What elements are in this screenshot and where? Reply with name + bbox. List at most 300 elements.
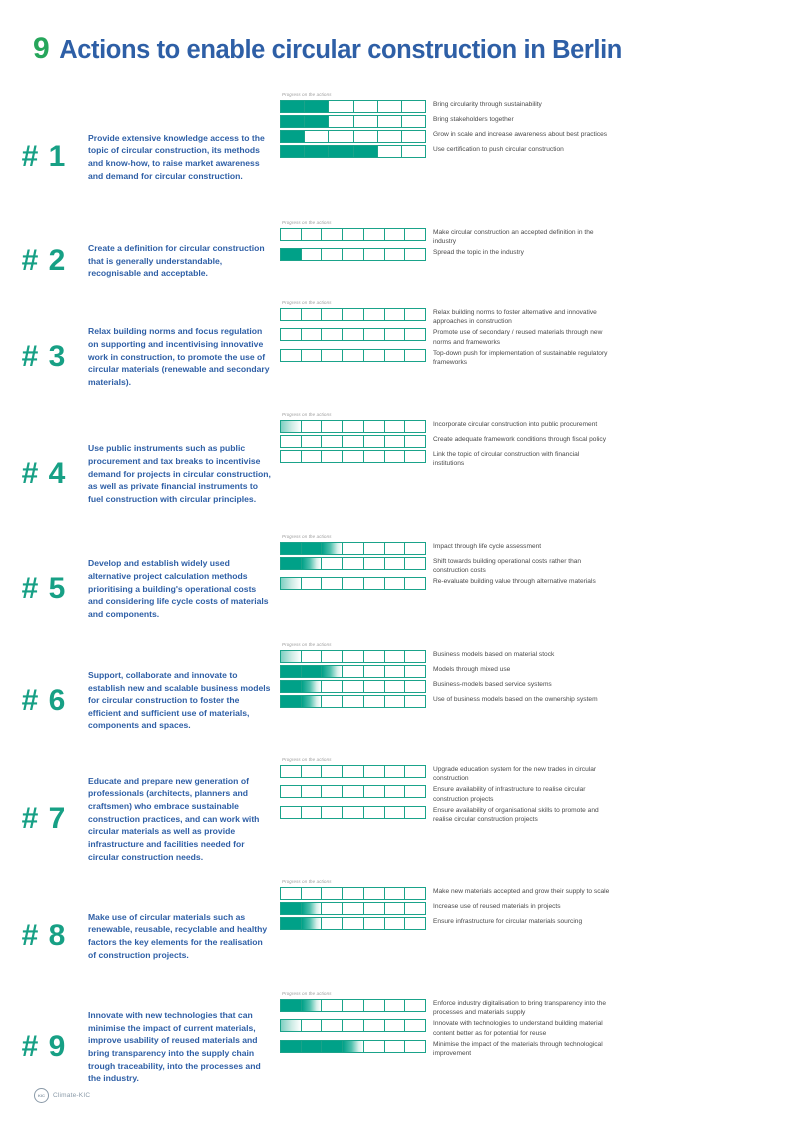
progress-segment — [364, 578, 385, 589]
progress-segment — [378, 146, 402, 157]
progress-segment — [343, 1020, 364, 1031]
action-section — [0, 412, 794, 534]
progress-segment — [402, 131, 425, 142]
progress-segment — [405, 918, 425, 929]
progress-segment — [302, 888, 323, 899]
progress-segment — [364, 329, 385, 340]
action-label: Top-down push for implementation of sustainable regulatory frameworks — [433, 349, 608, 367]
progress-bar — [280, 308, 426, 321]
progress-segment — [364, 436, 385, 447]
progress-segment — [281, 903, 302, 914]
progress-segment — [385, 249, 406, 260]
progress-segment — [405, 651, 425, 662]
progress-segment — [281, 451, 302, 462]
progress-segment — [364, 1000, 385, 1011]
action-label: Enforce industry digitalisation to bring transparency into the processes and materials supply — [433, 999, 606, 1016]
action-label: Spread the topic in the industry — [433, 249, 524, 257]
progress-segment — [405, 558, 425, 569]
progress-segment — [385, 421, 406, 432]
progress-bar — [280, 542, 426, 555]
progress-segment — [402, 146, 425, 157]
progress-segment — [405, 786, 425, 797]
action-row — [280, 248, 610, 261]
progress-segment — [343, 918, 364, 929]
progress-segment — [281, 1020, 302, 1031]
progress-segment — [343, 766, 364, 777]
progress-segment — [364, 807, 385, 818]
progress-segment — [322, 309, 343, 320]
progress-segment — [302, 558, 323, 569]
sections-list — [0, 92, 794, 1101]
progress-segment — [322, 1000, 343, 1011]
progress-segment — [405, 766, 425, 777]
action-row — [280, 115, 610, 128]
progress-bar — [280, 902, 426, 915]
progress-segment — [302, 766, 323, 777]
progress-segment — [322, 558, 343, 569]
action-row — [280, 665, 610, 678]
progress-segment — [405, 578, 425, 589]
progress-segment — [385, 918, 406, 929]
progress-segment — [322, 436, 343, 447]
progress-segment — [343, 651, 364, 662]
progress-segment — [322, 1020, 343, 1031]
action-label: Models through mixed use — [433, 665, 511, 673]
progress-segment — [329, 116, 353, 127]
section-number: # 2 — [21, 244, 67, 277]
action-row — [280, 557, 610, 576]
progress-segment — [281, 918, 302, 929]
progress-segment — [329, 146, 353, 157]
action-section — [0, 991, 794, 1101]
progress-segment — [385, 229, 406, 240]
progress-segment — [364, 543, 385, 554]
progress-segment — [378, 131, 402, 142]
progress-segment — [343, 558, 364, 569]
progress-segment — [354, 146, 378, 157]
progress-segment — [322, 681, 343, 692]
section-description: Make use of circular materials such as renewable, reusable, recyclable and healthy factors the key elements for the realisation of construction projects. — [88, 911, 268, 960]
progress-segment — [281, 329, 302, 340]
progress-segment — [322, 786, 343, 797]
progress-segment — [302, 350, 323, 361]
progress-bar — [280, 577, 426, 590]
progress-bar — [280, 999, 426, 1012]
progress-segment — [405, 249, 425, 260]
progress-segment — [385, 451, 406, 462]
action-label: Minimise the impact of the materials through technological improvement — [433, 1040, 603, 1058]
progress-segment — [343, 229, 364, 240]
progress-segment — [385, 558, 406, 569]
action-row — [280, 450, 610, 469]
progress-segment — [343, 1000, 364, 1011]
progress-segment — [343, 249, 364, 260]
progress-segment — [281, 229, 302, 240]
progress-segment — [305, 101, 329, 112]
section-description: Create a definition for circular construction that is generally understandable, recognisable and acceptable. — [88, 243, 265, 279]
progress-segment — [302, 309, 323, 320]
progress-segment — [385, 543, 406, 554]
progress-segment — [364, 651, 385, 662]
progress-segment — [364, 421, 385, 432]
progress-segment — [281, 578, 302, 589]
progress-segment — [281, 146, 305, 157]
action-row — [280, 308, 610, 327]
progress-segment — [364, 696, 385, 707]
progress-segment — [343, 696, 364, 707]
progress-segment — [302, 578, 323, 589]
progress-caption: Progress on the actions — [282, 991, 332, 996]
progress-segment — [302, 696, 323, 707]
progress-segment — [385, 766, 406, 777]
progress-block — [280, 879, 610, 932]
progress-bar — [280, 765, 426, 778]
progress-segment — [385, 888, 406, 899]
progress-bar — [280, 349, 426, 362]
progress-segment — [281, 350, 302, 361]
progress-segment — [305, 131, 329, 142]
progress-segment — [405, 421, 425, 432]
progress-segment — [343, 421, 364, 432]
progress-segment — [281, 766, 302, 777]
title-text: Actions to enable circular construction in Berlin — [59, 36, 622, 64]
progress-segment — [405, 436, 425, 447]
progress-bar — [280, 228, 426, 241]
progress-segment — [364, 681, 385, 692]
action-row — [280, 785, 610, 804]
progress-segment — [302, 229, 323, 240]
section-number: # 4 — [21, 457, 67, 490]
progress-segment — [302, 249, 323, 260]
progress-segment — [322, 888, 343, 899]
progress-segment — [364, 350, 385, 361]
progress-segment — [281, 696, 302, 707]
progress-segment — [378, 116, 402, 127]
progress-caption: Progress on the actions — [282, 534, 332, 539]
progress-segment — [322, 918, 343, 929]
progress-segment — [302, 421, 323, 432]
progress-segment — [343, 888, 364, 899]
action-section — [0, 92, 794, 220]
action-label: Ensure availability of organisational skills to promote and realise circular construction projects — [433, 806, 599, 824]
progress-segment — [302, 1020, 323, 1031]
progress-block — [280, 412, 610, 470]
progress-segment — [385, 1041, 406, 1052]
action-row — [280, 650, 610, 663]
progress-bar — [280, 557, 426, 570]
progress-segment — [302, 543, 323, 554]
action-row — [280, 1040, 610, 1059]
progress-segment — [322, 766, 343, 777]
progress-segment — [364, 229, 385, 240]
progress-block — [280, 757, 610, 827]
progress-bar — [280, 130, 426, 143]
action-row — [280, 542, 610, 555]
progress-segment — [281, 888, 302, 899]
progress-bar — [280, 806, 426, 819]
progress-segment — [343, 350, 364, 361]
action-label: Use certification to push circular construction — [433, 145, 564, 153]
progress-segment — [405, 309, 425, 320]
climate-kic-icon: KIC — [34, 1088, 49, 1103]
progress-segment — [364, 666, 385, 677]
progress-segment — [343, 1041, 364, 1052]
section-description: Support, collaborate and innovate to establish new and scalable business models for circular construction to foster the efficient and sufficient use of materials, components and spaces. — [88, 669, 271, 731]
action-row — [280, 887, 610, 900]
progress-bar — [280, 420, 426, 433]
progress-segment — [385, 1000, 406, 1011]
action-row — [280, 349, 610, 368]
progress-segment — [343, 543, 364, 554]
progress-segment — [281, 131, 305, 142]
progress-segment — [405, 1000, 425, 1011]
action-row — [280, 917, 610, 930]
progress-segment — [405, 543, 425, 554]
action-label: Business-models based service systems — [433, 680, 552, 688]
progress-bar — [280, 680, 426, 693]
action-section — [0, 757, 794, 879]
progress-segment — [385, 681, 406, 692]
progress-segment — [385, 903, 406, 914]
progress-segment — [385, 651, 406, 662]
action-row — [280, 999, 610, 1018]
progress-segment — [364, 888, 385, 899]
progress-block — [280, 534, 610, 592]
progress-bar — [280, 248, 426, 261]
progress-segment — [385, 578, 406, 589]
progress-caption: Progress on the actions — [282, 300, 332, 305]
progress-caption: Progress on the actions — [282, 642, 332, 647]
action-label: Innovate with technologies to understand building material content better as for potential for reuse — [433, 1020, 603, 1037]
action-label: Increase use of reused materials in projects — [433, 902, 561, 910]
progress-bar — [280, 1019, 426, 1032]
action-label: Promote use of secondary / reused materials through new norms and frameworks — [433, 329, 603, 346]
section-description: Relax building norms and focus regulation on supporting and incentivising innovative work in construction, to promote the use of circular materials (renewable and secondary materials). — [88, 326, 270, 387]
action-label: Incorporate circular construction into public procurement — [433, 420, 598, 428]
action-label: Use of business models based on the ownership system — [433, 695, 598, 703]
progress-segment — [343, 309, 364, 320]
progress-segment — [322, 651, 343, 662]
progress-segment — [385, 666, 406, 677]
progress-segment — [405, 329, 425, 340]
progress-segment — [343, 436, 364, 447]
progress-caption: Progress on the actions — [282, 879, 332, 884]
action-row — [280, 228, 610, 247]
progress-segment — [302, 807, 323, 818]
progress-segment — [364, 558, 385, 569]
progress-segment — [402, 116, 425, 127]
progress-segment — [322, 229, 343, 240]
progress-segment — [281, 543, 302, 554]
title-number: 9 — [33, 32, 50, 65]
progress-bar — [280, 115, 426, 128]
action-label: Make new materials accepted and grow their supply to scale — [433, 887, 610, 895]
action-label: Bring circularity through sustainability — [433, 100, 542, 108]
progress-block — [280, 300, 610, 370]
progress-segment — [402, 101, 425, 112]
progress-segment — [343, 807, 364, 818]
progress-segment — [364, 903, 385, 914]
progress-segment — [302, 1000, 323, 1011]
progress-segment — [281, 116, 305, 127]
progress-segment — [302, 451, 323, 462]
progress-block — [280, 92, 610, 160]
progress-segment — [302, 1041, 323, 1052]
progress-segment — [385, 696, 406, 707]
progress-segment — [385, 350, 406, 361]
progress-segment — [322, 1041, 343, 1052]
progress-segment — [322, 578, 343, 589]
progress-segment — [385, 436, 406, 447]
progress-segment — [364, 918, 385, 929]
action-row — [280, 145, 610, 158]
progress-caption: Progress on the actions — [282, 412, 332, 417]
progress-segment — [322, 451, 343, 462]
progress-segment — [385, 329, 406, 340]
page-title — [33, 32, 753, 66]
progress-segment — [364, 309, 385, 320]
action-label: Ensure availability of infrastructure to realise circular construction projects — [433, 786, 586, 803]
progress-segment — [405, 696, 425, 707]
progress-segment — [281, 558, 302, 569]
section-number: # 9 — [21, 1030, 67, 1063]
progress-segment — [281, 249, 302, 260]
progress-segment — [322, 903, 343, 914]
progress-segment — [281, 651, 302, 662]
progress-caption: Progress on the actions — [282, 92, 332, 97]
action-label: Upgrade education system for the new trades in circular construction — [433, 765, 597, 782]
section-description: Provide extensive knowledge access to the topic of circular construction, its methods and know-how, to raise market awareness and demand for circular construction. — [88, 132, 265, 181]
progress-bar — [280, 1040, 426, 1053]
progress-bar — [280, 450, 426, 463]
action-label: Create adequate framework conditions through fiscal policy — [433, 435, 606, 443]
action-row — [280, 806, 610, 825]
progress-segment — [364, 1041, 385, 1052]
progress-bar — [280, 665, 426, 678]
progress-segment — [281, 1041, 302, 1052]
progress-segment — [281, 421, 302, 432]
progress-segment — [385, 309, 406, 320]
progress-segment — [343, 903, 364, 914]
progress-bar — [280, 650, 426, 663]
progress-segment — [364, 451, 385, 462]
action-label: Ensure infrastructure for circular materials sourcing — [433, 917, 583, 925]
section-number: # 8 — [21, 919, 67, 952]
progress-caption: Progress on the actions — [282, 220, 332, 225]
progress-segment — [405, 1041, 425, 1052]
progress-segment — [378, 101, 402, 112]
progress-segment — [385, 786, 406, 797]
progress-bar — [280, 435, 426, 448]
action-row — [280, 328, 610, 347]
progress-segment — [364, 249, 385, 260]
progress-segment — [354, 116, 378, 127]
action-label: Business models based on material stock — [433, 650, 555, 658]
section-description: Develop and establish widely used alternative project calculation methods prioritising a building's operational costs and considering life cycle costs of materials and components. — [88, 558, 269, 619]
progress-segment — [302, 666, 323, 677]
progress-segment — [385, 807, 406, 818]
progress-bar — [280, 887, 426, 900]
progress-segment — [364, 766, 385, 777]
action-row — [280, 420, 610, 433]
section-number: # 7 — [21, 802, 67, 835]
progress-segment — [405, 229, 425, 240]
progress-segment — [281, 101, 305, 112]
action-row — [280, 680, 610, 693]
progress-segment — [329, 131, 353, 142]
action-row — [280, 765, 610, 784]
action-row — [280, 902, 610, 915]
action-label: Relax building norms to foster alternative and innovative approaches in construction — [433, 308, 597, 325]
progress-segment — [343, 681, 364, 692]
progress-bar — [280, 785, 426, 798]
progress-segment — [302, 903, 323, 914]
progress-segment — [405, 666, 425, 677]
action-label: Link the topic of circular construction with financial institutions — [433, 450, 580, 467]
action-label: Make circular construction an accepted definition in the industry — [433, 228, 594, 245]
progress-block — [280, 642, 610, 710]
section-description: Innovate with new technologies that can minimise the impact of current materials, improve usability of reused materials and bring transparency into the supply chain trough traceability, into the processes and the industry. — [88, 1010, 261, 1084]
progress-segment — [322, 350, 343, 361]
progress-segment — [354, 101, 378, 112]
action-section — [0, 220, 794, 300]
section-number: # 5 — [21, 572, 67, 605]
progress-bar — [280, 328, 426, 341]
progress-segment — [405, 681, 425, 692]
progress-segment — [405, 807, 425, 818]
progress-segment — [322, 543, 343, 554]
action-label: Shift towards building operational costs rather than construction costs — [433, 557, 582, 574]
action-row — [280, 1019, 610, 1038]
progress-segment — [281, 1000, 302, 1011]
progress-segment — [281, 786, 302, 797]
progress-segment — [302, 436, 323, 447]
progress-segment — [405, 903, 425, 914]
progress-caption: Progress on the actions — [282, 757, 332, 762]
action-row — [280, 577, 610, 590]
progress-segment — [405, 1020, 425, 1031]
section-number: # 6 — [21, 683, 67, 717]
progress-segment — [343, 329, 364, 340]
progress-segment — [322, 807, 343, 818]
progress-segment — [302, 651, 323, 662]
progress-segment — [322, 421, 343, 432]
action-row — [280, 100, 610, 113]
progress-block — [280, 991, 610, 1061]
progress-segment — [364, 1020, 385, 1031]
progress-bar — [280, 100, 426, 113]
progress-segment — [343, 451, 364, 462]
section-description: Educate and prepare new generation of professionals (architects, planners and craftsmen) who embrace sustainable construction practices, and can work with circular materials as well as provide infrastructure and facilities needed for circular construction needs. — [88, 775, 260, 862]
progress-segment — [302, 918, 323, 929]
progress-segment — [322, 329, 343, 340]
progress-segment — [281, 309, 302, 320]
progress-segment — [364, 786, 385, 797]
action-row — [280, 695, 610, 708]
footer-logo-text: Climate-KIC — [53, 1092, 91, 1099]
progress-segment — [343, 666, 364, 677]
action-section — [0, 642, 794, 757]
progress-segment — [281, 807, 302, 818]
action-section — [0, 879, 794, 991]
progress-segment — [305, 116, 329, 127]
section-number: # 1 — [21, 140, 67, 173]
action-label: Impact through life cycle assessment — [433, 542, 542, 550]
progress-segment — [302, 786, 323, 797]
section-number: # 3 — [21, 340, 67, 373]
progress-segment — [281, 436, 302, 447]
progress-segment — [322, 666, 343, 677]
